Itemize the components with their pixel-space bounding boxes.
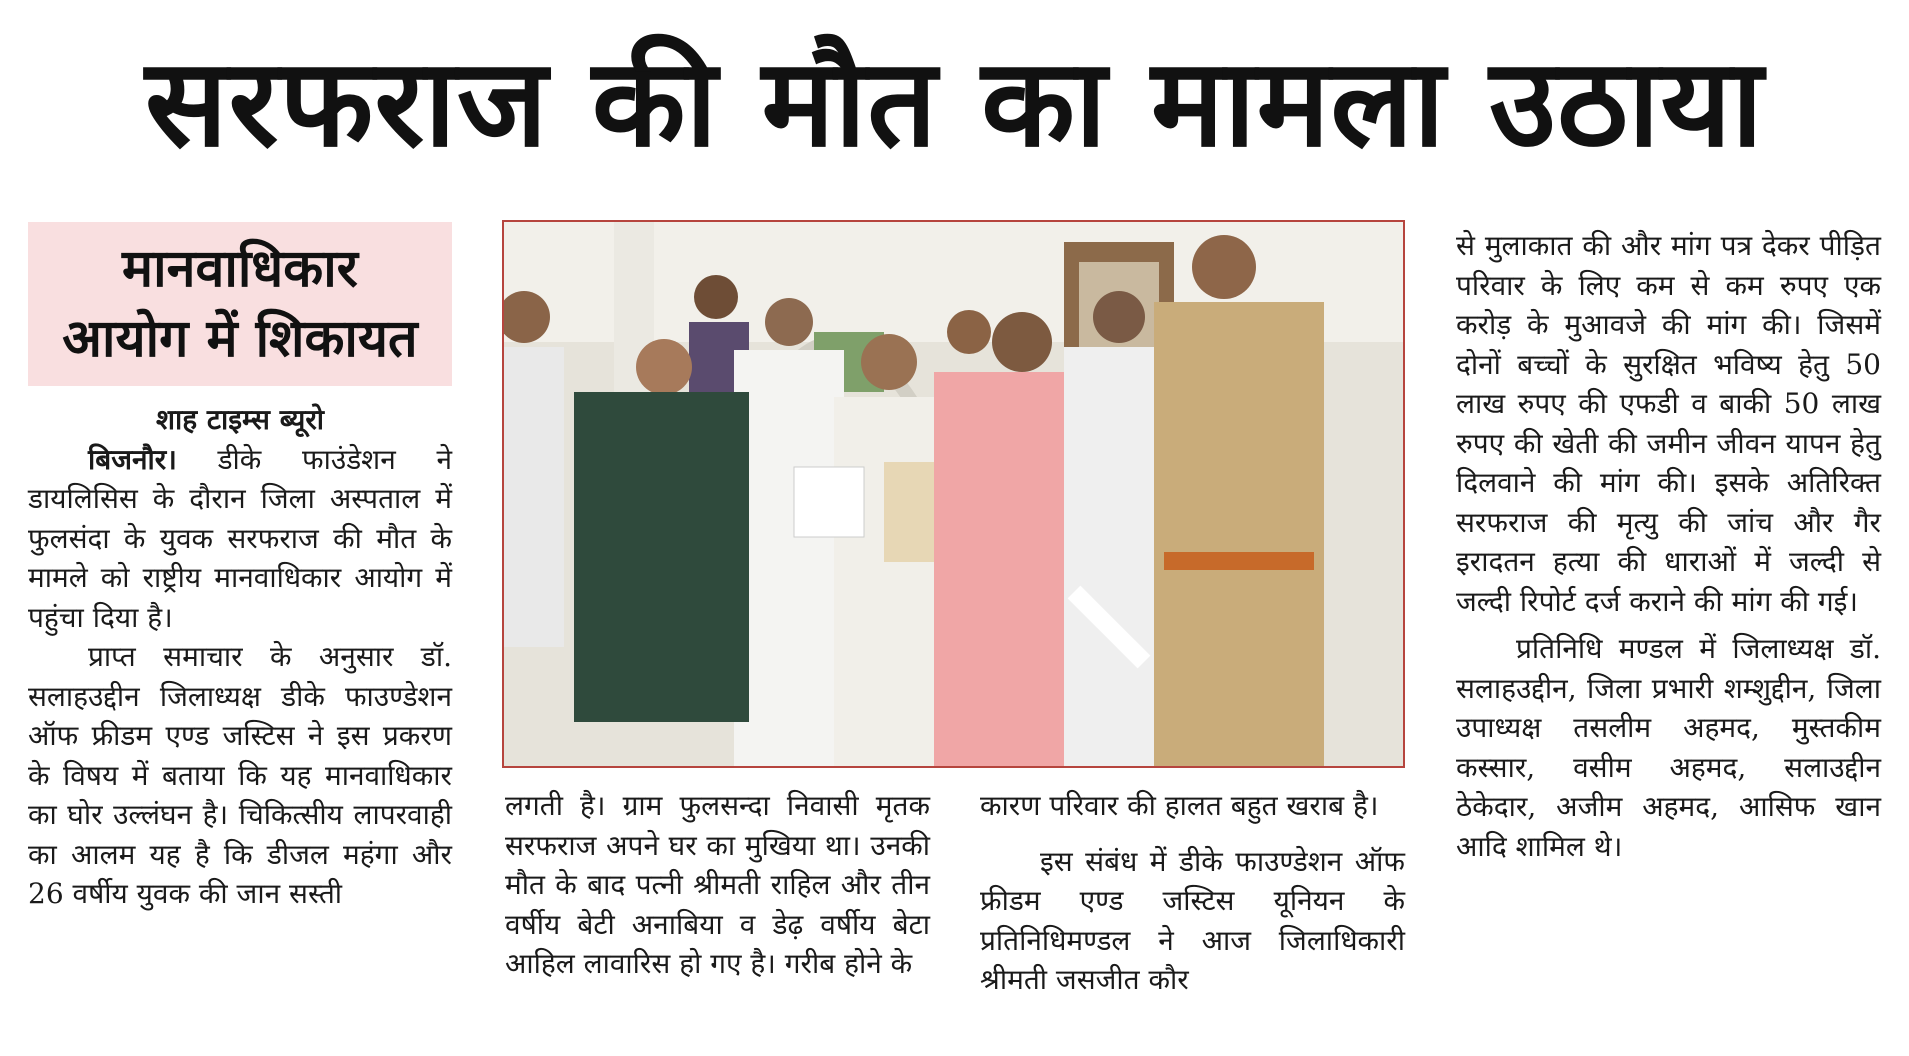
kicker-box bbox=[28, 222, 452, 386]
article-column-4 bbox=[1456, 226, 1881, 866]
paragraph-text: डीके फाउंडेशन ने डायलिसिस के दौरान जिला अस्पताल में फुलसंदा के युवक सरफराज की मौत के मामले को राष्ट्रीय मानवाधिकार आयोग में पहुंचा दिया है। bbox=[28, 442, 452, 634]
byline: शाह टाइम्स ब्यूरो bbox=[155, 403, 325, 436]
photo-illustration bbox=[504, 222, 1403, 766]
headline: सरफराज की मौत का मामला उठाया bbox=[144, 32, 1765, 174]
article-column-2 bbox=[505, 786, 930, 984]
dateline: बिजनौर। bbox=[88, 442, 177, 476]
paragraph: लगती है। ग्राम फुलसन्दा निवासी मृतक सरफराज अपने घर का मुखिया था। उनकी मौत के बाद पत्नी श्रीमती राहिल और तीन वर्षीय बेटी अनाबिया व डेढ़ वर्षीय बेटा आहिल लावारिस हो गए है। गरीब होने के bbox=[505, 789, 930, 980]
paragraph bbox=[28, 440, 452, 638]
article-column-1 bbox=[28, 400, 452, 914]
kicker-line-2: आयोग में शिकायत bbox=[62, 309, 418, 369]
kicker-line-1: मानवाधिकार bbox=[122, 239, 358, 299]
paragraph: प्रतिनिधि मण्डल में जिलाध्यक्ष डॉ. सलाहउद्दीन, जिला प्रभारी शम्शुद्दीन, जिला उपाध्यक्ष तसलीम अहमद, मुस्तकीम कस्सार, वसीम अहमद, सलाउद्दीन ठेकेदार, अजीम अहमद, आसिफ खान आदि शामिल थे। bbox=[1456, 632, 1881, 863]
paragraph: इस संबंध में डीके फाउण्डेशन ऑफ फ्रीडम एण्ड जस्टिस यूनियन के प्रतिनिधिमण्डल ने आज जिलाधिकारी श्रीमती जसजीत कौर bbox=[980, 844, 1405, 996]
news-photo bbox=[502, 220, 1405, 768]
paragraph: से मुलाकात की और मांग पत्र देकर पीड़ित परिवार के लिए कम से कम रुपए एक करोड़ के मुआवजे की मांग की। जिसमें दोनों बच्चों के सुरक्षित भविष्य हेतु 50 लाख रुपए की एफडी व बाकी 50 लाख रुपए की खेती की जमीन जीवन यापन हेतु दिलवाने की मांग की। इसके अतिरिक्त सरफराज की मृत्यु की जांच और गैर इरादतन हत्या की धाराओं में जल्दी से जल्दी रिपोर्ट दर्ज कराने की मांग की गई। bbox=[1456, 229, 1881, 618]
article-column-3 bbox=[980, 786, 1405, 1000]
paragraph: प्राप्त समाचार के अनुसार डॉ. सलाहउद्दीन जिलाध्यक्ष डीके फाउण्डेशन ऑफ फ्रीडम एण्ड जस्टिस ने इस प्रकरण के विषय में बताया कि यह मानवाधिकार का घोर उल्लंघन है। चिकित्सीय लापरवाही का आलम यह है कि डीजल महंगा और 26 वर्षीय युवक की जान सस्ती bbox=[28, 640, 452, 910]
paragraph: कारण परिवार की हालत बहुत खराब है। bbox=[980, 789, 1379, 822]
